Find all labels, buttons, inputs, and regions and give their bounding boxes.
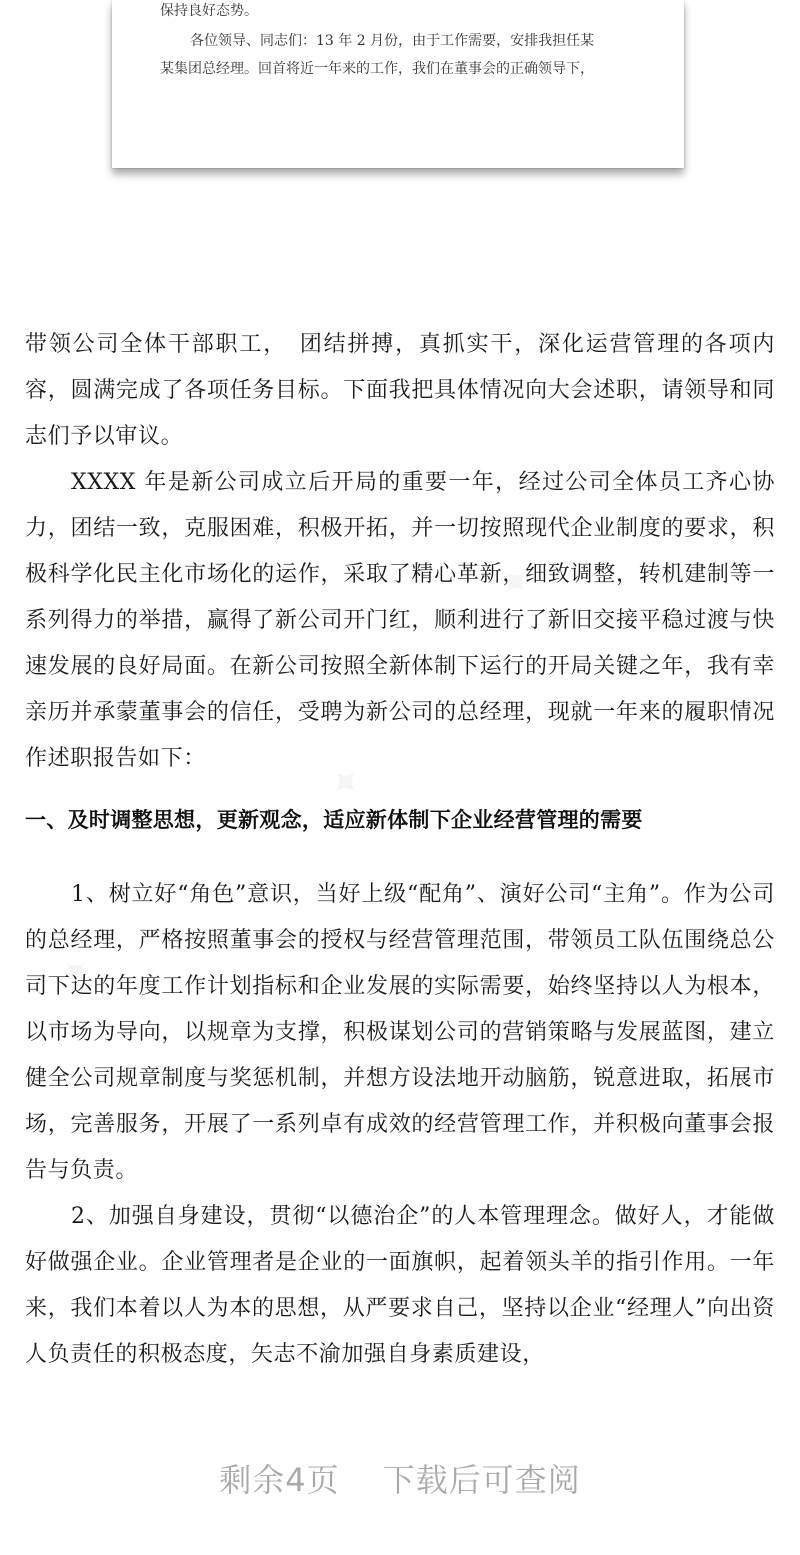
download-to-view-label: 下载后可查阅 xyxy=(382,1461,581,1499)
document-body xyxy=(25,322,775,1378)
preview-line-1: 保持良好态势。 xyxy=(160,3,258,19)
paragraph-4: 2、加强自身建设，贯彻“以德治企”的人本管理理念。做好人，才能做好做强企业。企业管理者是企业的一面旗帜，起着领头羊的指引作用。一年来，我们本着以人为本的思想，从严要求自己，坚持以企业“经理人”向出资人负责任的积极态度，矢志不渝加强自身素质建设， xyxy=(25,1204,775,1367)
remaining-pages-label: 剩余4页 xyxy=(219,1461,340,1499)
paragraph-1: 带领公司全体干部职工， 团结拼搏，真抓实干，深化运营管理的各项内容，圆满完成了各项任务目标。下面我把具体情况向大会述职，请领导和同志们予以审议。 xyxy=(25,332,775,449)
download-prompt[interactable] xyxy=(0,1440,800,1520)
preview-line-2: 各位领导、同志们：13 年 2 月份，由于工作需要，安排我担任某 xyxy=(190,33,595,49)
section-heading-1: 一、及时调整思想，更新观念，适应新体制下企业经营管理的需要 xyxy=(25,808,643,832)
paragraph-2: XXXX 年是新公司成立后开局的重要一年，经过公司全体员工齐心协力，团结一致，克服困难，积极开拓，并一切按照现代企业制度的要求，积极科学化民主化市场化的运作，采取了精心革新，细致调整，转机建制等一系列得力的举措，赢得了新公司开门红，顺利进行了新旧交接平稳过渡与快速发展的良好局面。在新公司按照全新体制下运行的开局关键之年，我有幸亲历并承蒙董事会的信任，受聘为新公司的总经理，现就一年来的履职情况作述职报告如下： xyxy=(25,470,775,771)
page-preview-card xyxy=(112,0,684,168)
preview-line-3: 某集团总经理。回首将近一年来的工作，我们在董事会的正确领导下， xyxy=(160,61,594,77)
paragraph-3: 1、树立好“角色”意识，当好上级“配角”、演好公司“主角”。作为公司的总经理，严格按照董事会的授权与经营管理范围，带领员工队伍围绕总公司下达的年度工作计划指标和企业发展的实际需要，始终坚持以人为根本，以市场为导向，以规章为支撑，积极谋划公司的营销策略与发展蓝图，建立健全公司规章制度与奖惩机制，并想方设法地开动脑筋，锐意进取，拓展市场，完善服务，开展了一系列卓有成效的经营管理工作，并积极向董事会报告与负责。 xyxy=(25,882,775,1183)
